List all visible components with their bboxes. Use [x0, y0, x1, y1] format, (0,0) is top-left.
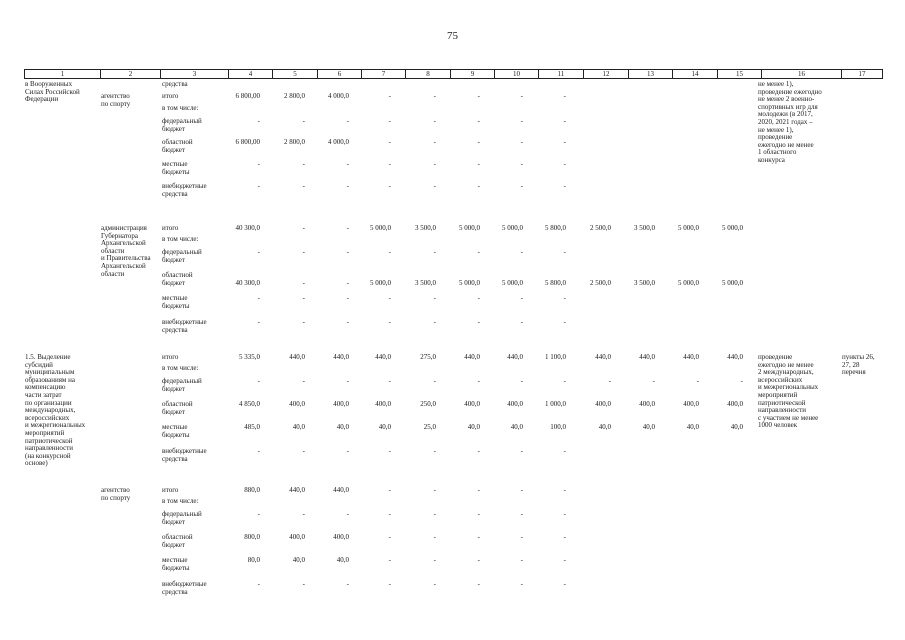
amount-cell: 2 800,0 [284, 92, 305, 100]
amount-cell: - [477, 138, 480, 146]
amount-cell: - [477, 92, 480, 100]
header-cell: 14 [673, 70, 718, 79]
executor-line: по спорту [101, 493, 131, 502]
result-line: молодежи (в 2017, [758, 110, 813, 119]
amount-cell: - [520, 294, 523, 302]
funding-source-label: бюджет [162, 540, 185, 549]
amount-cell: - [257, 580, 260, 588]
amount-cell: - [433, 510, 436, 518]
executor-line: области [101, 269, 125, 278]
result-line: и межрегиональных [758, 383, 819, 392]
amount-cell: - [302, 224, 305, 232]
amount-cell: - [563, 486, 566, 494]
amount-cell: 400,0 [333, 533, 349, 541]
header-cell: 10 [495, 70, 539, 79]
executor-line: Архангельской [101, 239, 146, 248]
funding-source-label: федеральный [162, 248, 202, 256]
result-line: 2020, 2021 годах – [758, 118, 813, 126]
amount-cell: 6 800,00 [235, 138, 260, 146]
amount-cell: - [520, 377, 523, 385]
amount-cell: - [433, 533, 436, 541]
funding-source-label: бюджет [162, 124, 185, 133]
amount-cell: - [257, 377, 260, 385]
result-line: всероссийских [758, 375, 803, 384]
funding-source-label: местные [162, 556, 188, 564]
amount-cell: 440,0 [639, 353, 655, 361]
amount-cell: - [346, 182, 349, 190]
amount-cell: 3 500,0 [415, 279, 436, 287]
amount-cell: - [302, 377, 305, 385]
amount-cell: - [388, 486, 391, 494]
amount-cell: 1 000,0 [545, 400, 566, 408]
amount-cell: 400,0 [289, 533, 305, 541]
header-cell: 2 [101, 70, 161, 79]
event-name-line: основе) [25, 459, 48, 468]
amount-cell: - [563, 510, 566, 518]
amount-cell: - [388, 92, 391, 100]
amount-cell: 40,0 [686, 423, 699, 431]
funding-source-label: областной [162, 138, 193, 146]
amount-cell: 80,0 [247, 556, 260, 564]
amount-cell: 2 500,0 [590, 279, 611, 287]
amount-cell: - [563, 580, 566, 588]
funding-source-label: бюджет [162, 255, 185, 264]
amount-cell: - [346, 510, 349, 518]
amount-cell: - [257, 510, 260, 518]
result-line: проведение [758, 133, 793, 142]
funding-source-label: в том числе: [162, 104, 199, 112]
result-line: не менее 1), [758, 125, 794, 134]
amount-cell: 40,0 [336, 556, 349, 564]
amount-cell: 5 000,0 [678, 224, 699, 232]
amount-cell: - [302, 117, 305, 125]
executor-line: области [101, 246, 125, 255]
amount-cell: - [563, 533, 566, 541]
funding-source-label: бюджеты [162, 301, 190, 310]
amount-cell: - [257, 318, 260, 326]
amount-cell: 275,0 [420, 353, 436, 361]
column-header-row [24, 69, 883, 79]
amount-cell: - [433, 447, 436, 455]
event-name-line: Федерации [25, 95, 59, 104]
amount-cell: - [477, 533, 480, 541]
funding-source-label: средства [162, 189, 188, 198]
amount-cell: - [520, 510, 523, 518]
funding-source-label: в том числе: [162, 497, 199, 505]
amount-cell: - [302, 510, 305, 518]
header-cell: 5 [273, 70, 318, 79]
amount-cell: - [563, 318, 566, 326]
amount-cell: - [563, 377, 566, 385]
header-cell: 4 [229, 70, 273, 79]
funding-source-label: итого [162, 353, 179, 361]
amount-cell: - [563, 138, 566, 146]
amount-cell: - [302, 279, 305, 287]
amount-cell: 5 000,0 [722, 279, 743, 287]
result-line: 1000 человек [758, 421, 798, 430]
amount-cell: 5 000,0 [502, 279, 523, 287]
amount-cell: - [388, 447, 391, 455]
amount-cell: 440,0 [507, 353, 523, 361]
amount-cell: - [477, 318, 480, 326]
event-name-line: 1.5. Выделение [25, 353, 71, 361]
event-name-line: части затрат [25, 391, 62, 399]
amount-cell: - [563, 556, 566, 564]
amount-cell: - [563, 117, 566, 125]
amount-cell: 40,0 [642, 423, 655, 431]
amount-cell: - [477, 160, 480, 168]
funding-source-label: средства [162, 325, 188, 334]
amount-cell: - [520, 447, 523, 455]
amount-cell: 40 300,0 [235, 279, 260, 287]
funding-source-label: внебюджетные [162, 580, 207, 588]
amount-cell: 440,0 [464, 353, 480, 361]
amount-cell: - [302, 318, 305, 326]
amount-cell: - [388, 138, 391, 146]
amount-cell: - [257, 447, 260, 455]
result-line: мероприятий [758, 391, 798, 399]
amount-cell: 5 000,0 [370, 224, 391, 232]
amount-cell: 40,0 [730, 423, 743, 431]
amount-cell: - [346, 580, 349, 588]
amount-cell: - [433, 160, 436, 168]
funding-source-label: федеральный [162, 510, 202, 518]
amount-cell: - [477, 377, 480, 385]
header-cell: 6 [318, 70, 362, 79]
header-cell: 7 [362, 70, 406, 79]
amount-cell: 5 800,0 [545, 279, 566, 287]
executor-line: агентство [101, 92, 130, 100]
amount-cell: - [563, 92, 566, 100]
funding-source-label: средства [162, 80, 188, 88]
amount-cell: - [388, 294, 391, 302]
amount-cell: - [477, 182, 480, 190]
funding-source-label: итого [162, 224, 179, 232]
header-cell: 3 [161, 70, 229, 79]
amount-cell: - [302, 182, 305, 190]
amount-cell: 440,0 [595, 353, 611, 361]
amount-cell: - [388, 377, 391, 385]
amount-cell: 5 000,0 [459, 279, 480, 287]
header-cell: 15 [718, 70, 762, 79]
amount-cell: 440,0 [333, 353, 349, 361]
amount-cell: - [477, 294, 480, 302]
funding-source-label: бюджет [162, 517, 185, 526]
amount-cell: 5 800,0 [545, 224, 566, 232]
result-line: 1 областного [758, 148, 797, 157]
amount-cell: 3 500,0 [634, 279, 655, 287]
amount-cell: - [302, 248, 305, 256]
amount-cell: - [388, 580, 391, 588]
amount-cell: 400,0 [507, 400, 523, 408]
amount-cell: 880,0 [244, 486, 260, 494]
funding-source-label: областной [162, 400, 193, 408]
amount-cell: 485,0 [244, 423, 260, 431]
result-line: спортивных игр для [758, 102, 818, 111]
amount-cell: - [563, 182, 566, 190]
amount-cell: - [520, 248, 523, 256]
amount-cell: 40,0 [467, 423, 480, 431]
amount-cell: 250,0 [420, 400, 436, 408]
result-line: патриотической [758, 398, 806, 407]
event-name-line: всероссийских [25, 413, 70, 422]
funding-source-label: местные [162, 423, 188, 431]
amount-cell: 400,0 [595, 400, 611, 408]
amount-cell: - [302, 294, 305, 302]
amount-cell: - [520, 92, 523, 100]
amount-cell: - [433, 117, 436, 125]
funding-source-label: внебюджетные [162, 318, 207, 326]
amount-cell: - [388, 182, 391, 190]
header-cell: 11 [539, 70, 584, 79]
amount-cell: 400,0 [289, 400, 305, 408]
header-cell: 1 [25, 70, 101, 79]
amount-cell: - [520, 160, 523, 168]
amount-cell: - [346, 224, 349, 232]
event-name-line: субсидий [25, 360, 53, 369]
amount-cell: 40,0 [292, 423, 305, 431]
event-name-line: в Вооруженных [25, 80, 73, 88]
amount-cell: - [346, 279, 349, 287]
amount-cell: 5 000,0 [678, 279, 699, 287]
result-line: ежегодно не менее [758, 140, 814, 149]
result-line: не менее 1), [758, 80, 794, 88]
amount-cell: - [346, 160, 349, 168]
amount-cell: - [477, 486, 480, 494]
amount-cell: 40,0 [378, 423, 391, 431]
amount-cell: - [346, 377, 349, 385]
amount-cell: 25,0 [423, 423, 436, 431]
amount-cell: 3 500,0 [634, 224, 655, 232]
amount-cell: 5 000,0 [722, 224, 743, 232]
amount-cell: - [388, 117, 391, 125]
funding-source-label: внебюджетные [162, 447, 207, 455]
event-name-line: компенсацию [25, 383, 66, 392]
amount-cell: - [388, 556, 391, 564]
executor-line: по спорту [101, 99, 131, 108]
header-cell: 17 [842, 70, 883, 79]
amount-cell: - [696, 377, 699, 385]
reference-line: пункты 26, [842, 353, 875, 361]
amount-cell: - [433, 182, 436, 190]
amount-cell: 440,0 [289, 353, 305, 361]
amount-cell: 5 000,0 [370, 279, 391, 287]
page-number: 75 [447, 30, 458, 42]
amount-cell: - [388, 318, 391, 326]
amount-cell: - [433, 580, 436, 588]
funding-source-label: итого [162, 486, 179, 494]
amount-cell: - [477, 510, 480, 518]
amount-cell: - [433, 138, 436, 146]
funding-source-label: средства [162, 454, 188, 463]
funding-source-label: итого [162, 92, 179, 100]
amount-cell: - [477, 580, 480, 588]
funding-source-label: местные [162, 160, 188, 168]
reference-line: 27, 28 [842, 360, 860, 369]
amount-cell: - [433, 556, 436, 564]
amount-cell: - [388, 248, 391, 256]
amount-cell: - [433, 486, 436, 494]
header-cell: 8 [406, 70, 451, 79]
amount-cell: - [433, 318, 436, 326]
funding-source-label: бюджеты [162, 563, 190, 572]
amount-cell: 2 500,0 [590, 224, 611, 232]
amount-cell: 40,0 [292, 556, 305, 564]
amount-cell: - [563, 248, 566, 256]
executor-line: и Правительства [101, 254, 151, 263]
amount-cell: 40 300,0 [235, 224, 260, 232]
amount-cell: - [388, 510, 391, 518]
result-line: ежегодно не менее [758, 360, 814, 369]
amount-cell: - [652, 377, 655, 385]
amount-cell: - [257, 248, 260, 256]
amount-cell: 100,0 [550, 423, 566, 431]
amount-cell: - [257, 182, 260, 190]
amount-cell: 400,0 [375, 400, 391, 408]
amount-cell: - [477, 447, 480, 455]
funding-source-label: областной [162, 271, 193, 279]
amount-cell: 400,0 [727, 400, 743, 408]
amount-cell: 1 100,0 [545, 353, 566, 361]
amount-cell: - [346, 318, 349, 326]
event-name-line: муниципальным [25, 368, 75, 377]
event-name-line: международных, [25, 406, 76, 415]
funding-source-label: бюджет [162, 384, 185, 393]
header-cell: 9 [451, 70, 495, 79]
amount-cell: 4 000,0 [328, 138, 349, 146]
funding-source-label: бюджет [162, 278, 185, 287]
amount-cell: 4 000,0 [328, 92, 349, 100]
amount-cell: - [346, 294, 349, 302]
amount-cell: - [388, 160, 391, 168]
amount-cell: - [257, 160, 260, 168]
funding-source-label: бюджет [162, 145, 185, 154]
amount-cell: - [302, 580, 305, 588]
amount-cell: - [520, 533, 523, 541]
header-cell: 16 [762, 70, 842, 79]
amount-cell: 5 335,0 [239, 353, 260, 361]
amount-cell: - [346, 117, 349, 125]
amount-cell: 800,0 [244, 533, 260, 541]
amount-cell: 40,0 [598, 423, 611, 431]
amount-cell: - [477, 117, 480, 125]
event-name-line: направленности [25, 444, 74, 453]
amount-cell: - [520, 182, 523, 190]
amount-cell: - [302, 160, 305, 168]
funding-source-label: в том числе: [162, 235, 199, 243]
amount-cell: - [520, 318, 523, 326]
amount-cell: 40,0 [510, 423, 523, 431]
result-line: направленности [758, 406, 807, 415]
amount-cell: - [302, 447, 305, 455]
header-cell: 13 [629, 70, 673, 79]
funding-source-label: внебюджетные [162, 182, 207, 190]
funding-source-label: бюджеты [162, 167, 190, 176]
amount-cell: - [520, 556, 523, 564]
event-name-line: Силах Российской [25, 87, 80, 96]
amount-cell: - [433, 248, 436, 256]
amount-cell: 440,0 [375, 353, 391, 361]
amount-cell: 440,0 [333, 486, 349, 494]
header-cell: 12 [584, 70, 629, 79]
event-name-line: мероприятий [25, 429, 65, 437]
amount-cell: 440,0 [289, 486, 305, 494]
amount-cell: 400,0 [683, 400, 699, 408]
funding-source-label: федеральный [162, 377, 202, 385]
funding-source-label: в том числе: [162, 364, 199, 372]
amount-cell: 2 800,0 [284, 138, 305, 146]
amount-cell: - [257, 117, 260, 125]
amount-cell: 440,0 [683, 353, 699, 361]
result-line: 2 международных, [758, 368, 814, 377]
amount-cell: - [433, 294, 436, 302]
funding-source-label: областной [162, 533, 193, 541]
event-name-line: (на конкурсной [25, 451, 71, 460]
amount-cell: - [608, 377, 611, 385]
amount-cell: 3 500,0 [415, 224, 436, 232]
result-line: конкурса [758, 156, 785, 164]
result-line: проведение ежегодно [758, 87, 822, 96]
amount-cell: - [563, 447, 566, 455]
amount-cell: - [346, 447, 349, 455]
amount-cell: - [477, 248, 480, 256]
amount-cell: 5 000,0 [502, 224, 523, 232]
event-name-line: патриотической [25, 436, 73, 445]
amount-cell: - [346, 248, 349, 256]
amount-cell: - [520, 138, 523, 146]
result-line: проведение [758, 353, 793, 361]
amount-cell: 6 800,00 [235, 92, 260, 100]
amount-cell: - [520, 486, 523, 494]
amount-cell: - [520, 580, 523, 588]
funding-source-label: федеральный [162, 117, 202, 125]
event-name-line: образованиям на [25, 375, 75, 384]
amount-cell: 4 850,0 [239, 400, 260, 408]
amount-cell: - [388, 533, 391, 541]
amount-cell: - [520, 117, 523, 125]
amount-cell: - [563, 160, 566, 168]
funding-source-label: местные [162, 294, 188, 302]
amount-cell: 400,0 [333, 400, 349, 408]
event-name-line: и межрегиональных [25, 421, 86, 430]
funding-source-label: бюджет [162, 407, 185, 416]
amount-cell: 400,0 [639, 400, 655, 408]
amount-cell: - [740, 377, 743, 385]
reference-line: перечня [842, 368, 866, 377]
funding-source-label: средства [162, 587, 188, 596]
executor-line: администрация [101, 224, 147, 232]
amount-cell: 440,0 [727, 353, 743, 361]
executor-line: агентство [101, 486, 130, 494]
amount-cell: 400,0 [464, 400, 480, 408]
result-line: не менее 2 военно- [758, 95, 815, 104]
executor-line: Архангельской [101, 262, 146, 270]
amount-cell: 5 000,0 [459, 224, 480, 232]
event-name-line: по организации [25, 398, 72, 407]
amount-cell: - [477, 556, 480, 564]
amount-cell: - [563, 294, 566, 302]
amount-cell: - [433, 92, 436, 100]
amount-cell: - [257, 294, 260, 302]
executor-line: Губернатора [101, 231, 139, 240]
funding-source-label: бюджеты [162, 430, 190, 439]
result-line: с участием не менее [758, 413, 819, 422]
amount-cell: - [433, 377, 436, 385]
amount-cell: 40,0 [336, 423, 349, 431]
